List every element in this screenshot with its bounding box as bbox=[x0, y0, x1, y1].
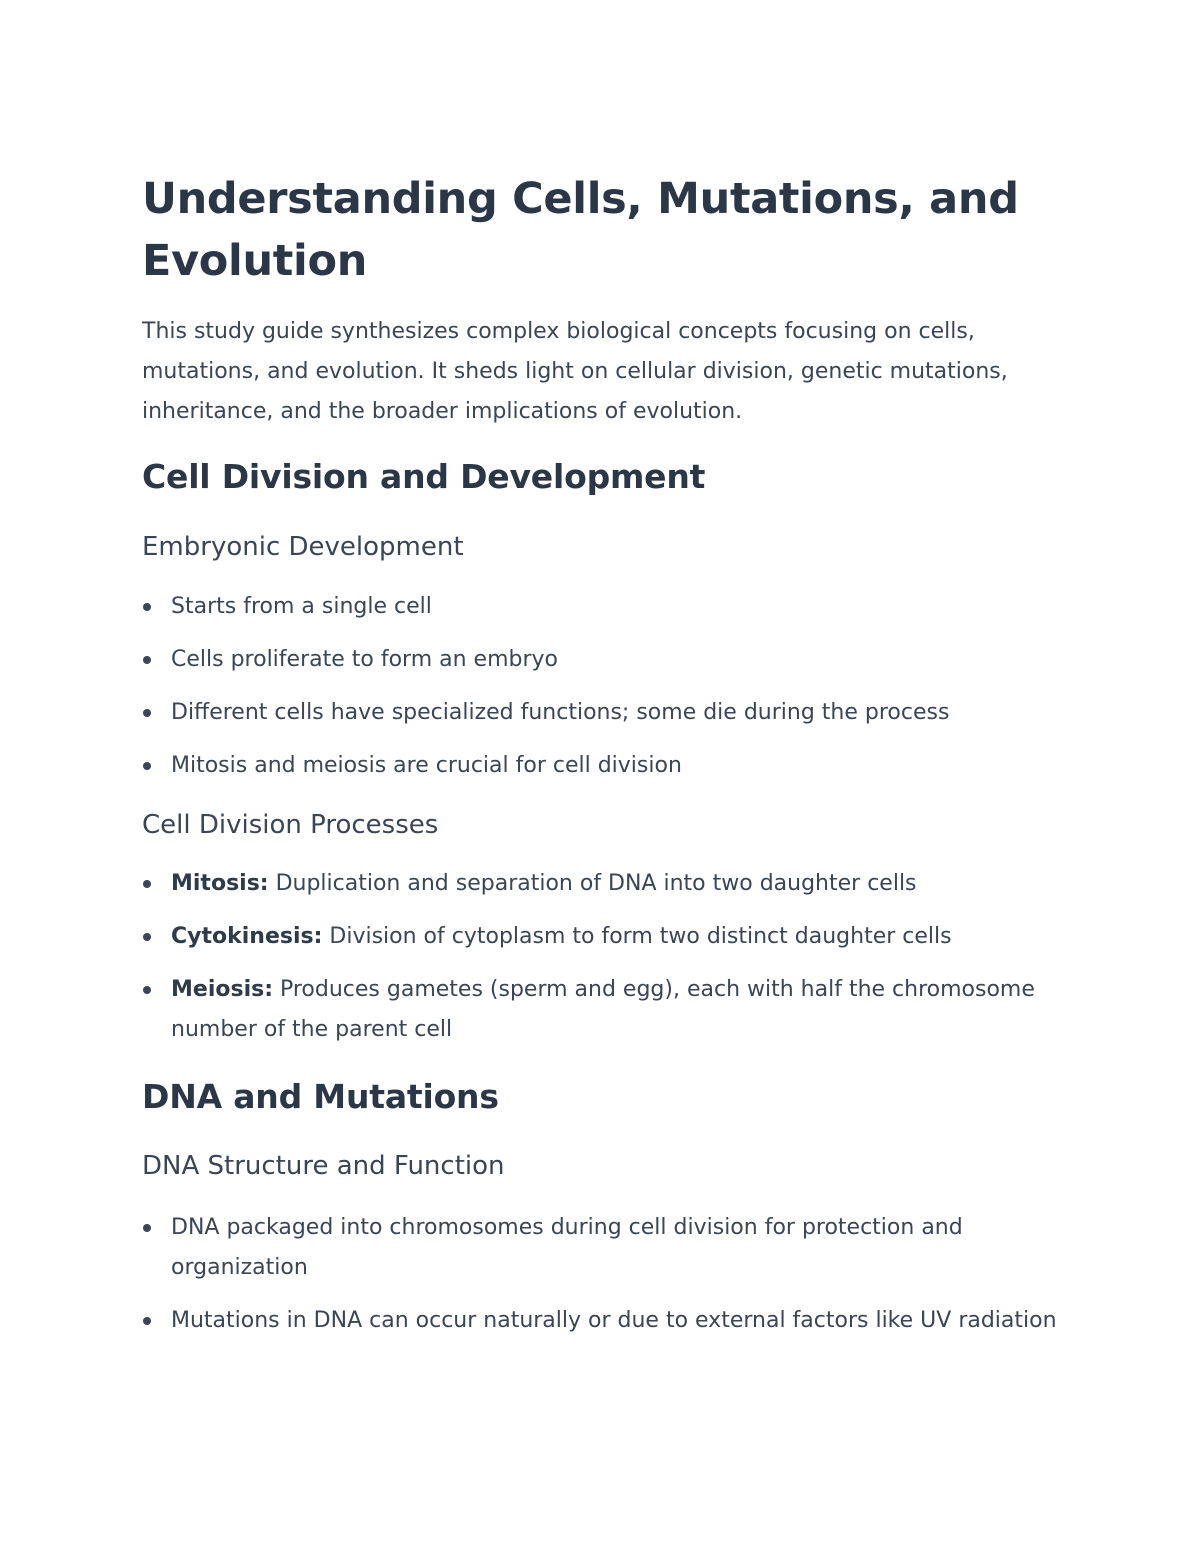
list-item-text: Different cells have specialized functions; some die during the process bbox=[171, 700, 950, 725]
bullet-icon bbox=[143, 880, 151, 888]
page-title: Understanding Cells, Mutations, and Evolution bbox=[142, 174, 1019, 286]
bullet-icon bbox=[143, 1224, 151, 1232]
list-item-text: Cells proliferate to form an embryo bbox=[171, 647, 558, 672]
bullet-icon bbox=[143, 933, 151, 941]
list-item-text: DNA packaged into chromosomes during cell division for protection and organization bbox=[171, 1215, 963, 1280]
list-item bbox=[142, 1208, 1062, 1288]
cell-division-processes-list bbox=[142, 864, 1062, 1063]
term-label: Cytokinesis: bbox=[171, 924, 323, 949]
list-item bbox=[142, 1301, 1062, 1341]
section-heading-dna-mutations: DNA and Mutations bbox=[142, 1077, 499, 1116]
list-item bbox=[142, 640, 1062, 680]
list-item-text: Mutations in DNA can occur naturally or due to external factors like UV radiation bbox=[171, 1308, 1057, 1333]
intro-paragraph: This study guide synthesizes complex biological concepts focusing on cells, mutations, and evolution. It sheds light on cellular division, genetic mutations, inheritance, and the broader implications of evolution. bbox=[142, 319, 1008, 424]
embryonic-development-list bbox=[142, 587, 1062, 799]
term-label: Mitosis: bbox=[171, 871, 269, 896]
subsection-heading-cell-division-processes: Cell Division Processes bbox=[142, 810, 439, 840]
bullet-icon bbox=[143, 1317, 151, 1325]
term-definition: Duplication and separation of DNA into two daughter cells bbox=[268, 871, 917, 896]
subsection-heading-dna-structure: DNA Structure and Function bbox=[142, 1151, 505, 1181]
subsection-heading-embryonic-development: Embryonic Development bbox=[142, 532, 464, 562]
list-item-text: Mitosis and meiosis are crucial for cell division bbox=[171, 753, 682, 778]
list-item bbox=[142, 864, 1062, 904]
bullet-icon bbox=[143, 656, 151, 664]
list-item bbox=[142, 693, 1062, 733]
term-definition: Produces gametes (sperm and egg), each with half the chromosome number of the parent cell bbox=[171, 977, 1035, 1042]
bullet-icon bbox=[143, 762, 151, 770]
list-item bbox=[142, 587, 1062, 627]
bullet-icon bbox=[143, 986, 151, 994]
dna-structure-list bbox=[142, 1208, 1062, 1354]
list-item-text: Starts from a single cell bbox=[171, 594, 432, 619]
list-item bbox=[142, 970, 1062, 1050]
section-heading-cell-division: Cell Division and Development bbox=[142, 457, 706, 496]
term-definition: Division of cytoplasm to form two distinct daughter cells bbox=[322, 924, 952, 949]
bullet-icon bbox=[143, 603, 151, 611]
list-item bbox=[142, 917, 1062, 957]
list-item bbox=[142, 746, 1062, 786]
bullet-icon bbox=[143, 709, 151, 717]
term-label: Meiosis: bbox=[171, 977, 273, 1002]
